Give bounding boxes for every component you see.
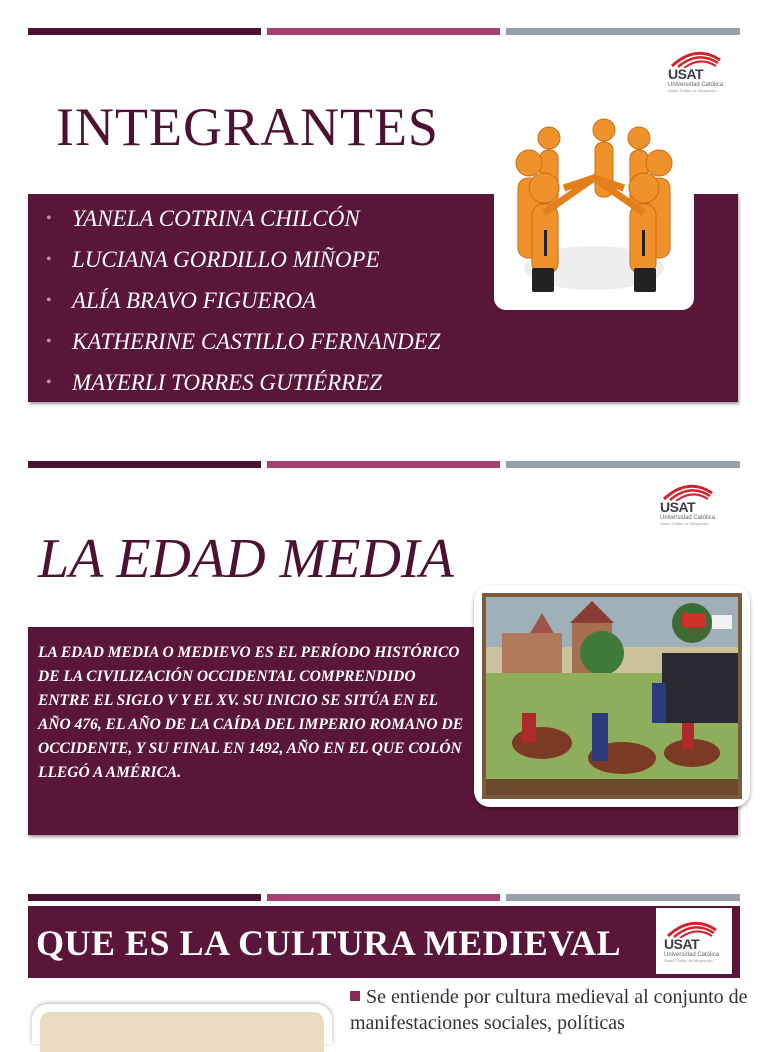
- logo-subtitle-2: Santo Toribio de Mogrovejo: [660, 521, 709, 526]
- top-bars: [28, 894, 740, 901]
- list-item: [46, 362, 440, 403]
- slide-integrantes: [0, 0, 768, 430]
- bar-pink: [267, 28, 500, 35]
- bar-gray: [506, 894, 740, 901]
- bullet-icon: •: [46, 374, 52, 391]
- definition-text: Se entiende por cultura medieval al conjunto de manifestaciones sociales, políticas: [350, 986, 748, 1034]
- bar-dark: [28, 894, 261, 901]
- description-text: LA EDAD MEDIA O MEDIEVO ES EL PERÍODO HISTÓRICO DE LA CIVILIZACIÓN OCCIDENTAL COMPRENDIDO ENTRE EL SIGLO V Y EL XV. SU INICIO SE SITÚA EN EL AÑO 476, EL AÑO DE LA CAÍDA DEL IMPERIO ROMANO DE OCCIDENTE, Y SU FINAL EN 1492, AÑO EN EL QUE COLÓN LLEGÓ A AMÉRICA.: [38, 644, 464, 781]
- image-content: [40, 1012, 324, 1052]
- bar-pink: [267, 461, 500, 468]
- top-bars: [28, 28, 740, 35]
- usat-logo: [664, 918, 734, 962]
- slide-title: INTEGRANTES: [56, 97, 439, 157]
- team-image: [494, 118, 694, 310]
- logo-subtitle-2: Santo Toribio de Mogrovejo: [668, 88, 717, 93]
- bar-dark: [28, 28, 261, 35]
- member-name: LUCIANA GORDILLO MIÑOPE: [72, 247, 380, 272]
- members-list: [46, 198, 440, 403]
- logo-subtitle: Universidad Católica: [664, 952, 720, 958]
- team-huddle-icon: [504, 118, 684, 308]
- square-bullet-icon: [350, 991, 360, 1001]
- list-item: [46, 239, 440, 280]
- bullet-icon: •: [46, 333, 52, 350]
- logo-name: USAT: [668, 66, 704, 82]
- usat-logo: [660, 481, 730, 525]
- list-item: [46, 198, 440, 239]
- medieval-scene-icon: [482, 593, 742, 799]
- title-bar: [28, 906, 740, 978]
- slide-title: QUE ES LA CULTURA MEDIEVAL: [36, 923, 622, 963]
- logo-arc-icon: [660, 481, 716, 501]
- list-item: [46, 321, 440, 362]
- logo-box: [656, 908, 732, 974]
- member-name: MAYERLI TORRES GUTIÉRREZ: [72, 370, 383, 395]
- bar-pink: [267, 894, 500, 901]
- bullet-icon: •: [46, 210, 52, 227]
- list-item: [46, 280, 440, 321]
- bullet-icon: •: [46, 292, 52, 309]
- logo-name: USAT: [664, 936, 700, 952]
- logo-arc-icon: [668, 48, 724, 68]
- member-name: KATHERINE CASTILLO FERNANDEZ: [72, 329, 441, 354]
- logo-name: USAT: [660, 499, 696, 515]
- slide-cultura-medieval: [0, 880, 768, 1034]
- member-name: YANELA COTRINA CHILCÓN: [72, 206, 360, 231]
- slide-title: LA EDAD MEDIA: [38, 528, 454, 590]
- slide-edad-media: [0, 455, 768, 855]
- logo-subtitle-2: Santo Toribio de Mogrovejo: [664, 958, 713, 963]
- member-name: ALÍA BRAVO FIGUEROA: [72, 288, 317, 313]
- logo-subtitle: Universidad Católica: [668, 82, 724, 88]
- usat-logo: [668, 48, 738, 92]
- logo-arc-icon: [664, 918, 720, 938]
- bullet-icon: •: [46, 251, 52, 268]
- bar-gray: [506, 461, 740, 468]
- logo-subtitle: Universidad Católica: [660, 515, 716, 521]
- medieval-painting: [474, 585, 750, 807]
- bar-gray: [506, 28, 740, 35]
- content-text: [350, 984, 768, 1036]
- bar-dark: [28, 461, 261, 468]
- slide-image: [32, 1004, 332, 1044]
- top-bars: [28, 461, 740, 468]
